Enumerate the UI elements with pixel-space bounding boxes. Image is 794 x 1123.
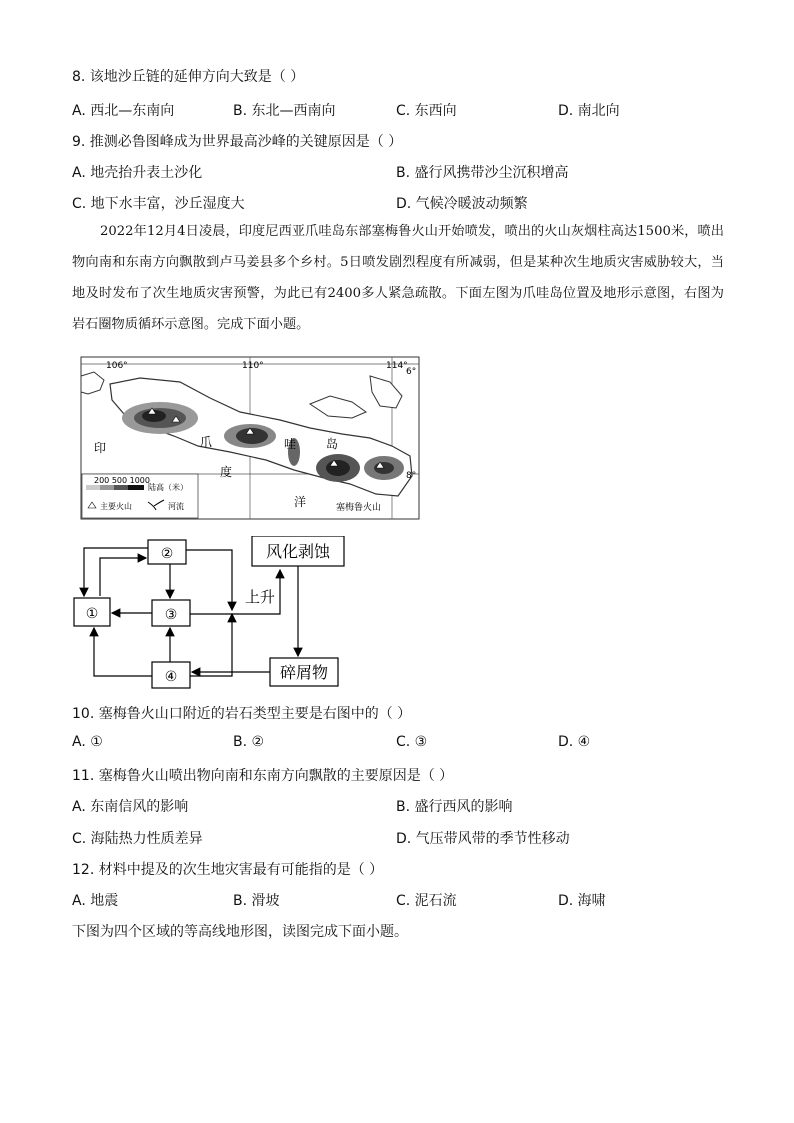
q8-option-a[interactable]: A. 西北—东南向 xyxy=(72,103,175,119)
q9-option-a[interactable]: A. 地壳抬升表土沙化 xyxy=(72,165,203,181)
java-map xyxy=(80,356,420,520)
question-10-stem: 10. 塞梅鲁火山口附近的岩石类型主要是右图中的（ ） xyxy=(72,706,412,722)
question-8-stem: 8. 该地沙丘链的延伸方向大致是（ ） xyxy=(72,69,305,85)
question-11-stem: 11. 塞梅鲁火山喷出物向南和东南方向飘散的主要原因是（ ） xyxy=(72,768,454,784)
q10-option-b[interactable]: B. ② xyxy=(233,734,265,750)
label-yang: 洋 xyxy=(294,495,307,509)
label-du: 度 xyxy=(220,465,233,479)
q11-option-a[interactable]: A. 东南信风的影响 xyxy=(72,799,189,815)
q10-option-c[interactable]: C. ③ xyxy=(396,734,428,750)
rock-cycle-diagram xyxy=(72,536,352,692)
lat-label-8: 8° xyxy=(406,471,417,481)
map-legend xyxy=(82,474,198,518)
q11-option-d[interactable]: D. 气压带风带的季节性移动 xyxy=(396,831,570,847)
legend-volcano-label: 主要火山 xyxy=(100,502,132,511)
material-passage xyxy=(72,216,724,340)
q12-option-b[interactable]: B. 滑坡 xyxy=(233,893,280,909)
q10-option-d[interactable]: D. ④ xyxy=(558,734,591,750)
lon-label-110: 110° xyxy=(242,361,264,371)
q12-option-a[interactable]: A. 地震 xyxy=(72,893,119,909)
q8-option-d[interactable]: D. 南北向 xyxy=(558,103,620,119)
q10-option-a[interactable]: A. ① xyxy=(72,734,103,750)
legend-elev-label: 陆高（米） xyxy=(148,483,188,492)
q9-option-c[interactable]: C. 地下水丰富，沙丘湿度大 xyxy=(72,196,245,212)
q12-option-d[interactable]: D. 海啸 xyxy=(558,893,606,909)
q11-option-c[interactable]: C. 海陆热力性质差异 xyxy=(72,831,203,847)
legend-river-label: 河流 xyxy=(168,502,184,511)
label-semeru: 塞梅鲁火山 xyxy=(336,503,382,513)
box-4-label: ④ xyxy=(164,669,178,685)
legend-ticks: 200 500 1000 xyxy=(94,476,150,485)
lat-label-6: 6° xyxy=(406,367,417,377)
box-debris-label: 碎屑物 xyxy=(279,663,329,682)
box-weathering-label: 风化剥蚀 xyxy=(265,542,331,561)
q11-option-b[interactable]: B. 盛行西风的影响 xyxy=(396,799,513,815)
question-9-stem: 9. 推测必鲁图峰成为世界最高沙峰的关键原因是（ ） xyxy=(72,134,403,150)
q8-option-c[interactable]: C. 东西向 xyxy=(396,103,457,119)
label-yin: 印 xyxy=(94,441,107,455)
passage-text: 2022年12月4日凌晨，印度尼西亚爪哇岛东部塞梅鲁火山开始喷发，喷出的火山灰烟柱高达1500米，喷出物向南和东南方向飘散到卢马姜县多个乡村。5日喷发剧烈程度有所减弱，但是某种次生地质灾害威胁较大，当地及时发布了次生地质灾害预警，为此已有2400多人紧急疏散。下面左图为爪哇岛位置及地形示意图，右图为岩石圈物质循环示意图。完成下面小题。 xyxy=(72,224,724,332)
question-12-stem: 12. 材料中提及的次生地灾害最有可能指的是（ ） xyxy=(72,862,384,878)
label-zhao: 爪 xyxy=(200,435,213,449)
q12-option-c[interactable]: C. 泥石流 xyxy=(396,893,457,909)
lon-label-106: 106° xyxy=(106,361,128,371)
q8-option-b[interactable]: B. 东北—西南向 xyxy=(233,103,336,119)
next-section-intro: 下图为四个区域的等高线地形图，读图完成下面小题。 xyxy=(72,924,408,940)
q9-option-d[interactable]: D. 气候冷暖波动频繁 xyxy=(396,196,528,212)
q9-option-b[interactable]: B. 盛行风携带沙尘沉积增高 xyxy=(396,165,569,181)
lon-label-114: 114° xyxy=(386,361,408,371)
box-1-label: ① xyxy=(85,606,99,622)
box-3-label: ③ xyxy=(164,607,178,623)
label-wa: 哇 xyxy=(284,437,297,451)
box-2-label: ② xyxy=(160,546,174,562)
label-dao: 岛 xyxy=(326,437,339,451)
uplift-label: 上升 xyxy=(244,588,276,606)
